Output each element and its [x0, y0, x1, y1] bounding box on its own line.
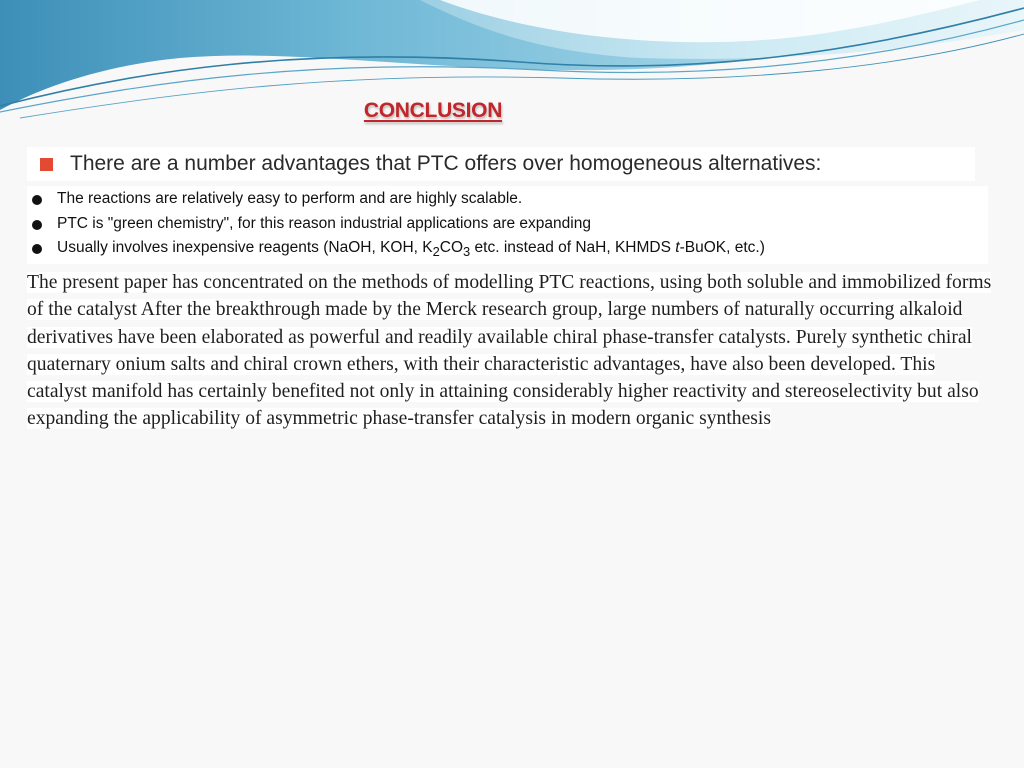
- list-item-text-middle: etc. instead of NaH, KHMDS: [470, 239, 676, 256]
- list-item-text-suffix: -BuOK, etc.): [679, 239, 765, 256]
- subscript-3: 3: [463, 244, 471, 260]
- bullet-dot-icon: [32, 195, 42, 205]
- list-item-text: PTC is "green chemistry", for this reason industrial applications are expanding: [57, 214, 591, 232]
- advantages-heading-text: There are a number advantages that PTC offers over homogeneous alternatives:: [70, 152, 822, 175]
- italic-t: t: [675, 239, 680, 256]
- advantages-heading: [27, 147, 975, 181]
- bullet-dot-icon: [32, 244, 42, 254]
- list-item: [27, 236, 988, 261]
- slide-title: CONCLUSION: [363, 99, 503, 122]
- conclusion-paragraph: [27, 269, 992, 433]
- subscript-2: 2: [432, 244, 440, 260]
- red-square-bullet-icon: [40, 158, 53, 171]
- list-item: [27, 187, 988, 212]
- advantages-list: [27, 187, 988, 261]
- list-item: [27, 212, 988, 237]
- list-item-text: The reactions are relatively easy to perform and are highly scalable.: [57, 190, 523, 207]
- list-item-text-co: CO: [439, 239, 464, 256]
- conclusion-paragraph-text: The present paper has concentrated on the methods of modelling PTC reactions, using both soluble and immobilized forms of the catalyst After the breakthrough made by the Merck research group, large numbers of naturally occurring alkaloid derivatives have been elaborated as powerful and readily available chiral phase-transfer catalysts. Purely synthetic chiral quaternary onium salts and chiral crown ethers, with their characteristic advantages, have also been developed. This catalyst manifold has certainly benefited not only in attaining considerably higher reactivity and stereoselectivity but also expanding the applicability of asymmetric phase-transfer catalysis in modern organic synthesis: [27, 272, 992, 430]
- advantages-list-box: [27, 186, 988, 264]
- list-item-text-prefix: Usually involves inexpensive reagents (NaOH, KOH, K: [57, 239, 433, 256]
- bullet-dot-icon: [32, 220, 42, 230]
